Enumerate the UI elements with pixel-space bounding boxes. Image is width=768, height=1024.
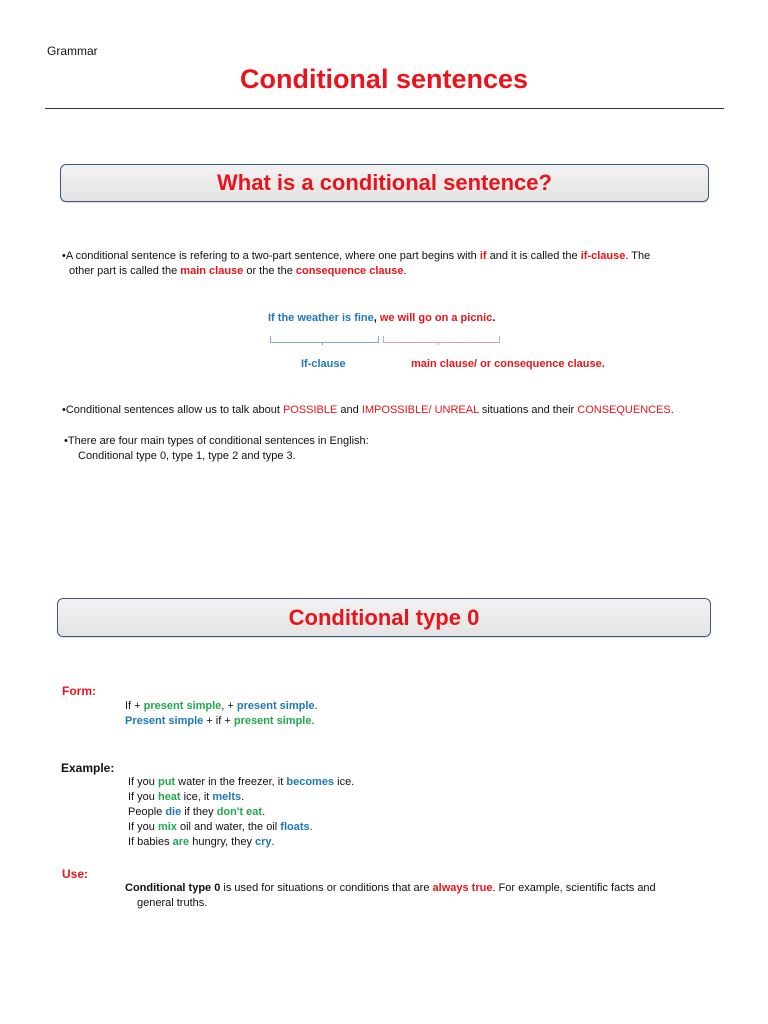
- text: is used for situations or conditions that are: [220, 882, 433, 894]
- keyword-consequence-clause: consequence clause: [295, 265, 404, 277]
- use-line: [125, 882, 656, 894]
- possible-paragraph: [62, 403, 674, 418]
- keyword-always-true: always true: [432, 882, 493, 894]
- present-simple: Present simple: [125, 715, 204, 727]
- if-clause-label: If-clause: [301, 358, 346, 370]
- example-sentence: [268, 312, 495, 324]
- text: if they: [181, 806, 217, 818]
- example-main-part: we will go on a picnic: [376, 312, 493, 324]
- text: If you: [128, 791, 158, 803]
- keyword-if: if: [479, 250, 487, 262]
- present-simple: present simple: [236, 700, 315, 712]
- text: water in the freezer, it: [175, 776, 287, 788]
- main-verb: floats: [280, 821, 310, 833]
- page-title: Conditional sentences: [239, 64, 529, 94]
- use-line: general truths.: [137, 897, 208, 909]
- text: •Conditional sentences allow us to talk about: [62, 404, 283, 416]
- keyword-main-clause: main clause: [180, 265, 244, 277]
- main-verb: cry: [255, 836, 272, 848]
- period: .: [492, 312, 496, 324]
- use-term: Conditional type 0: [125, 882, 221, 894]
- text: .: [314, 700, 318, 712]
- keyword-if-clause: if-clause: [580, 250, 626, 262]
- title-divider: [45, 108, 724, 109]
- text: situations and their: [478, 404, 578, 416]
- text: and: [337, 404, 362, 416]
- text: or the the: [243, 265, 296, 277]
- text: other part is called the: [69, 265, 181, 277]
- keyword-consequences: CONSEQUENCES: [577, 404, 671, 416]
- example-heading: Example:: [61, 761, 115, 775]
- text: . The: [625, 250, 651, 262]
- text: and it is called the: [486, 250, 581, 262]
- main-clause-bracket-tick: [438, 342, 439, 345]
- types-line: •There are four main types of conditional sentences in English:: [64, 435, 369, 447]
- text: ice.: [334, 776, 355, 788]
- form-heading: Form:: [62, 684, 96, 698]
- main-verb: melts: [212, 791, 242, 803]
- text: . For example, scientific facts and: [492, 882, 656, 894]
- doc-kicker: Grammar: [47, 44, 98, 58]
- form-line: [125, 700, 318, 712]
- types-list: Conditional type 0, type 1, type 2 and type 3.: [78, 450, 296, 462]
- main-clause-label: main clause/ or consequence clause.: [411, 358, 605, 370]
- text: .: [241, 791, 245, 803]
- main-clause-bracket: [383, 336, 500, 343]
- text: oil and water, the oil: [176, 821, 281, 833]
- present-simple: present simple: [233, 715, 312, 727]
- text: , +: [221, 700, 237, 712]
- example-line: [128, 836, 275, 848]
- example-line: [128, 776, 354, 788]
- text: If you: [128, 821, 158, 833]
- example-if-part: If the weather is fine: [268, 312, 374, 324]
- form-line: [125, 715, 315, 727]
- comma: ,: [373, 312, 377, 324]
- text: .: [403, 265, 407, 277]
- main-verb: die: [165, 806, 182, 818]
- example-line: [128, 821, 313, 833]
- types-paragraph: [64, 434, 369, 464]
- if-verb: are: [172, 836, 190, 848]
- text: .: [311, 715, 315, 727]
- if-verb: put: [157, 776, 176, 788]
- text: People: [128, 806, 166, 818]
- example-line: [128, 791, 244, 803]
- text: •A conditional sentence is refering to a two-part sentence, where one part begins with: [62, 250, 480, 262]
- definition-paragraph: [62, 249, 702, 279]
- use-heading: Use:: [62, 867, 89, 881]
- text: If you: [128, 776, 158, 788]
- text: If babies: [128, 836, 173, 848]
- main-verb: becomes: [286, 776, 335, 788]
- text: .: [262, 806, 266, 818]
- section-heading-type-0: Conditional type 0: [57, 598, 711, 637]
- text: + if +: [203, 715, 234, 727]
- present-simple: present simple: [143, 700, 222, 712]
- if-clause-bracket-tick: [322, 342, 323, 345]
- text: ice, it: [180, 791, 213, 803]
- text: hungry, they: [189, 836, 256, 848]
- text: .: [271, 836, 275, 848]
- if-verb: don't eat: [216, 806, 263, 818]
- if-verb: mix: [157, 821, 177, 833]
- text: .: [309, 821, 313, 833]
- example-line: [128, 806, 265, 818]
- text: If +: [125, 700, 144, 712]
- if-verb: heat: [157, 791, 181, 803]
- text: .: [670, 404, 674, 416]
- keyword-impossible: IMPOSSIBLE/ UNREAL: [361, 404, 479, 416]
- keyword-possible: POSSIBLE: [282, 404, 338, 416]
- section-heading-what-is: What is a conditional sentence?: [60, 164, 709, 202]
- if-clause-bracket: [270, 336, 379, 343]
